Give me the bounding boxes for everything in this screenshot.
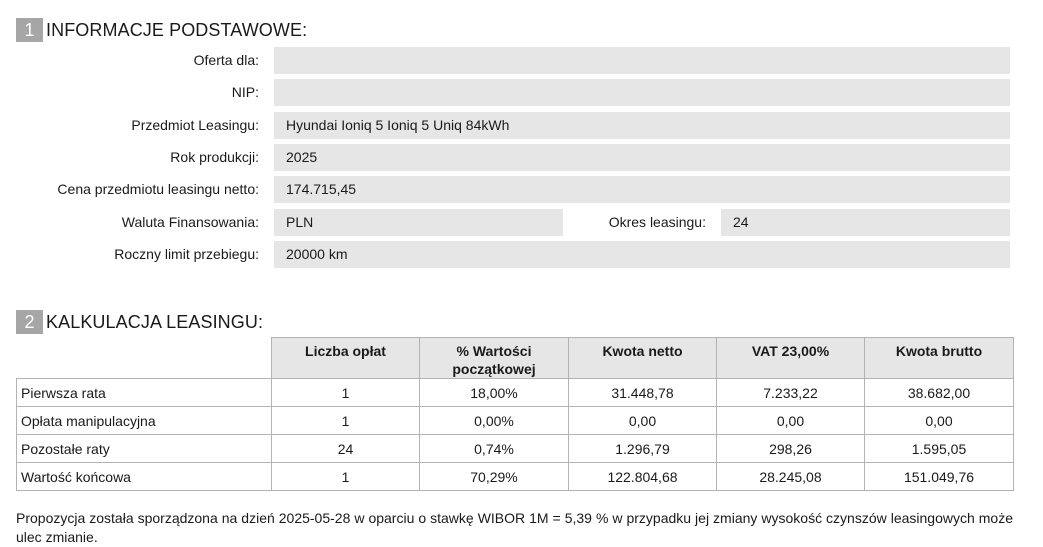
section-1-header (16, 17, 307, 43)
year-field: 2025 (274, 144, 1010, 171)
cell-vat: 298,26 (717, 435, 865, 463)
section-2-header (16, 309, 263, 335)
row-label: Opłata manipulacyjna (17, 407, 272, 435)
cell-gross: 38.682,00 (865, 379, 1014, 407)
section-number: 1 (16, 18, 43, 42)
section-number: 2 (16, 310, 43, 334)
cell-vat: 7.233,22 (717, 379, 865, 407)
section-title: INFORMACJE PODSTAWOWE: (46, 19, 308, 40)
table-row (17, 379, 1014, 407)
column-header: Kwota netto (569, 338, 717, 379)
row-label: Pozostałe raty (17, 435, 272, 463)
cell-percent: 18,00% (420, 379, 569, 407)
table-row (17, 407, 1014, 435)
offer-for-label: Oferta dla: (193, 52, 259, 68)
currency-field: PLN (274, 209, 563, 236)
column-header: Kwota brutto (865, 338, 1014, 379)
price-field: 174.715,45 (274, 176, 1010, 203)
cell-net: 31.448,78 (569, 379, 717, 407)
cell-count: 1 (272, 379, 420, 407)
currency-label: Waluta Finansowania: (121, 214, 259, 230)
mileage-label: Roczny limit przebiegu: (114, 246, 259, 262)
section-title: KALKULACJA LEASINGU: (46, 311, 264, 332)
period-field: 24 (721, 209, 1010, 236)
table-row (17, 463, 1014, 491)
cell-count: 24 (272, 435, 420, 463)
row-label: Wartość końcowa (17, 463, 272, 491)
cell-gross: 1.595,05 (865, 435, 1014, 463)
nip-field (274, 79, 1010, 106)
cell-count: 1 (272, 463, 420, 491)
row-label: Pierwsza rata (17, 379, 272, 407)
table-header-row (17, 338, 1014, 379)
cell-percent: 0,74% (420, 435, 569, 463)
cell-percent: 0,00% (420, 407, 569, 435)
offer-for-field (274, 47, 1010, 74)
calculation-table (16, 337, 1014, 491)
price-label: Cena przedmiotu leasingu netto: (57, 181, 259, 197)
table-row (17, 435, 1014, 463)
wibor-note: Propozycja została sporządzona na dzień 2025-05-28 w oparciu o stawkę WIBOR 1M = 5,39 % w przypadku jej zmiany wysokość czynszów leasingowych może ulec zmianie. (16, 510, 1013, 545)
cell-gross: 0,00 (865, 407, 1014, 435)
cell-net: 1.296,79 (569, 435, 717, 463)
subject-field: Hyundai Ioniq 5 Ioniq 5 Uniq 84kWh (274, 112, 1010, 139)
cell-percent: 70,29% (420, 463, 569, 491)
cell-gross: 151.049,76 (865, 463, 1014, 491)
cell-net: 122.804,68 (569, 463, 717, 491)
column-header: Liczba opłat (272, 338, 420, 379)
year-label: Rok produkcji: (170, 149, 259, 165)
nip-label: NIP: (231, 84, 259, 100)
period-label: Okres leasingu: (608, 214, 706, 230)
cell-net: 0,00 (569, 407, 717, 435)
mileage-field: 20000 km (274, 241, 1010, 268)
column-header: VAT 23,00% (717, 338, 865, 379)
cell-count: 1 (272, 407, 420, 435)
subject-label: Przedmiot Leasingu: (131, 117, 259, 133)
cell-vat: 0,00 (717, 407, 865, 435)
cell-vat: 28.245,08 (717, 463, 865, 491)
column-header: % Wartości początkowej (420, 338, 569, 379)
table-header-empty (17, 338, 272, 379)
